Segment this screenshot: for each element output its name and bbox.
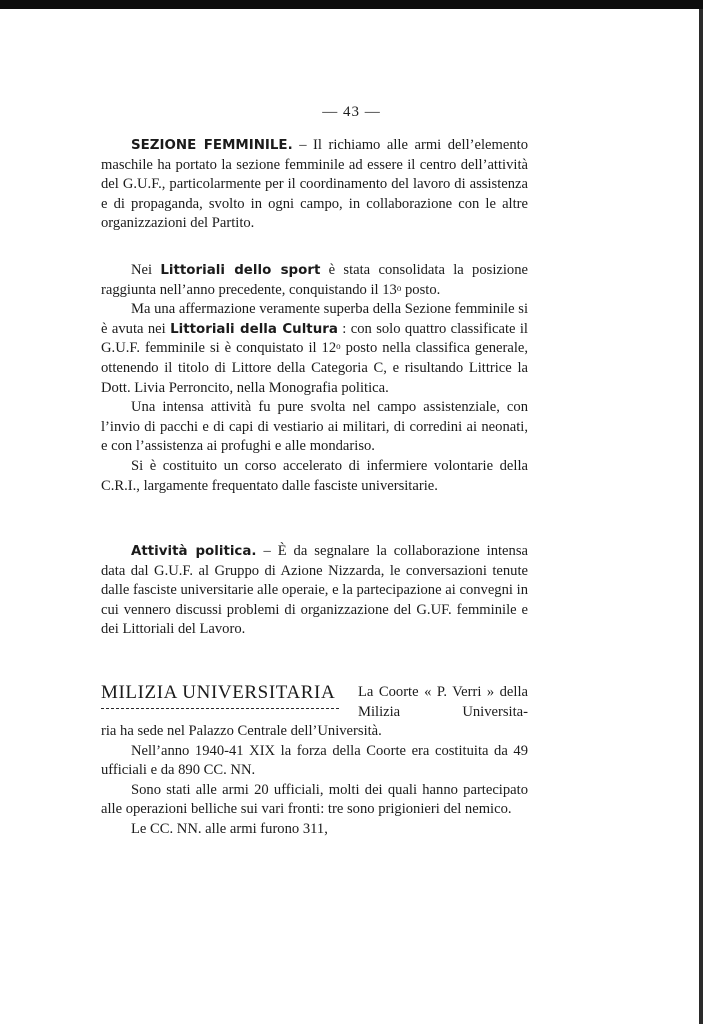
emphasis-littoriali-cultura: Littoriali della Cultura [170,321,338,337]
section-attivita-politica [101,542,528,640]
text-run: posto nella classifica generale, ottenendo il titolo di Littore della Categoria C, e risultando Littrice la Dott. Livia Perroncito, nella Monografia politica. [101,340,528,396]
paragraph: Nell’anno 1940-41 XIX la forza della Coorte era costituita da 49 ufficiali e da 890 CC. NN. [101,742,528,779]
text-run: posto. [401,281,441,298]
section-milizia [101,722,528,840]
section-littoriali [101,261,528,496]
section-heading: Attività politica. [131,544,257,559]
paragraph-text: – Il richiamo alle armi dell’elemento maschile ha portato la sezione femminile ad essere il centro dell’attività del G.U.F., particolarmente per il coordinamento del lavoro di assistenza e di propaganda, svolto in ogni campo, in collaborazione con le altre organizzazioni del Partito. [101,137,528,232]
paragraph: Sono stati alle armi 20 ufficiali, molti dei quali hanno partecipato alle operazioni belliche sui vari fronti: tre sono prigionieri del nemico. [101,781,528,818]
title-underline [101,708,339,709]
paragraph: Le CC. NN. alle armi furono 311, [131,820,328,837]
paragraph [101,300,528,398]
text-run: Ma una affermazione veramente superba della Sezione femminile si è avuta nei [101,301,528,337]
paragraph [101,136,528,234]
milizia-intro-line: ria ha sede nel Palazzo Centrale dell’Università. [101,723,382,739]
milizia-title: MILIZIA UNIVERSITARIA [101,682,336,703]
section-heading: SEZIONE FEMMINILE. [131,138,293,153]
paragraph [101,542,528,640]
milizia-side-text: La Coorte « P. Verri » della Milizia Universita- [358,684,528,720]
paragraph [101,261,528,300]
paragraph: Si è costituito un corso accelerato di infermiere volontarie della C.R.I., largamente frequentato dalle fasciste universitarie. [101,457,528,494]
superscript: o [396,282,402,293]
text-run: : con solo quattro classificate il G.U.F. femminile si è conquistato il 12 [101,320,528,357]
section-sezione-femminile [101,136,528,234]
scan-right-border [699,9,703,1024]
paragraph: Una intensa attività fu pure svolta nel campo assistenziale, con l’invio di pacchi e di capi di vestiario ai militari, di corredini ai neonati, e con l’assistenza ai profughi e alle mondariso. [101,399,528,455]
emphasis-littoriali-sport: Littoriali dello sport [160,263,321,278]
text-run: Nei [131,262,161,278]
scan-top-border [0,0,703,9]
text-run: è stata consolidata la posizione raggiunta nell’anno precedente, conquistando il 13 [101,262,528,298]
page-number: — 43 — [322,104,381,120]
paragraph-text: – È da segnalare la collaborazione intensa data dal G.U.F. al Gruppo di Azione Nizzarda, le conversazioni tenute dalle fasciste universitarie alle operaie, e la partecipazione ai convegni in cui vennero discussi problemi di organizzazione del G.UF. femminile e dei Littoriali del Lavoro. [101,543,528,638]
superscript: o [336,341,341,352]
